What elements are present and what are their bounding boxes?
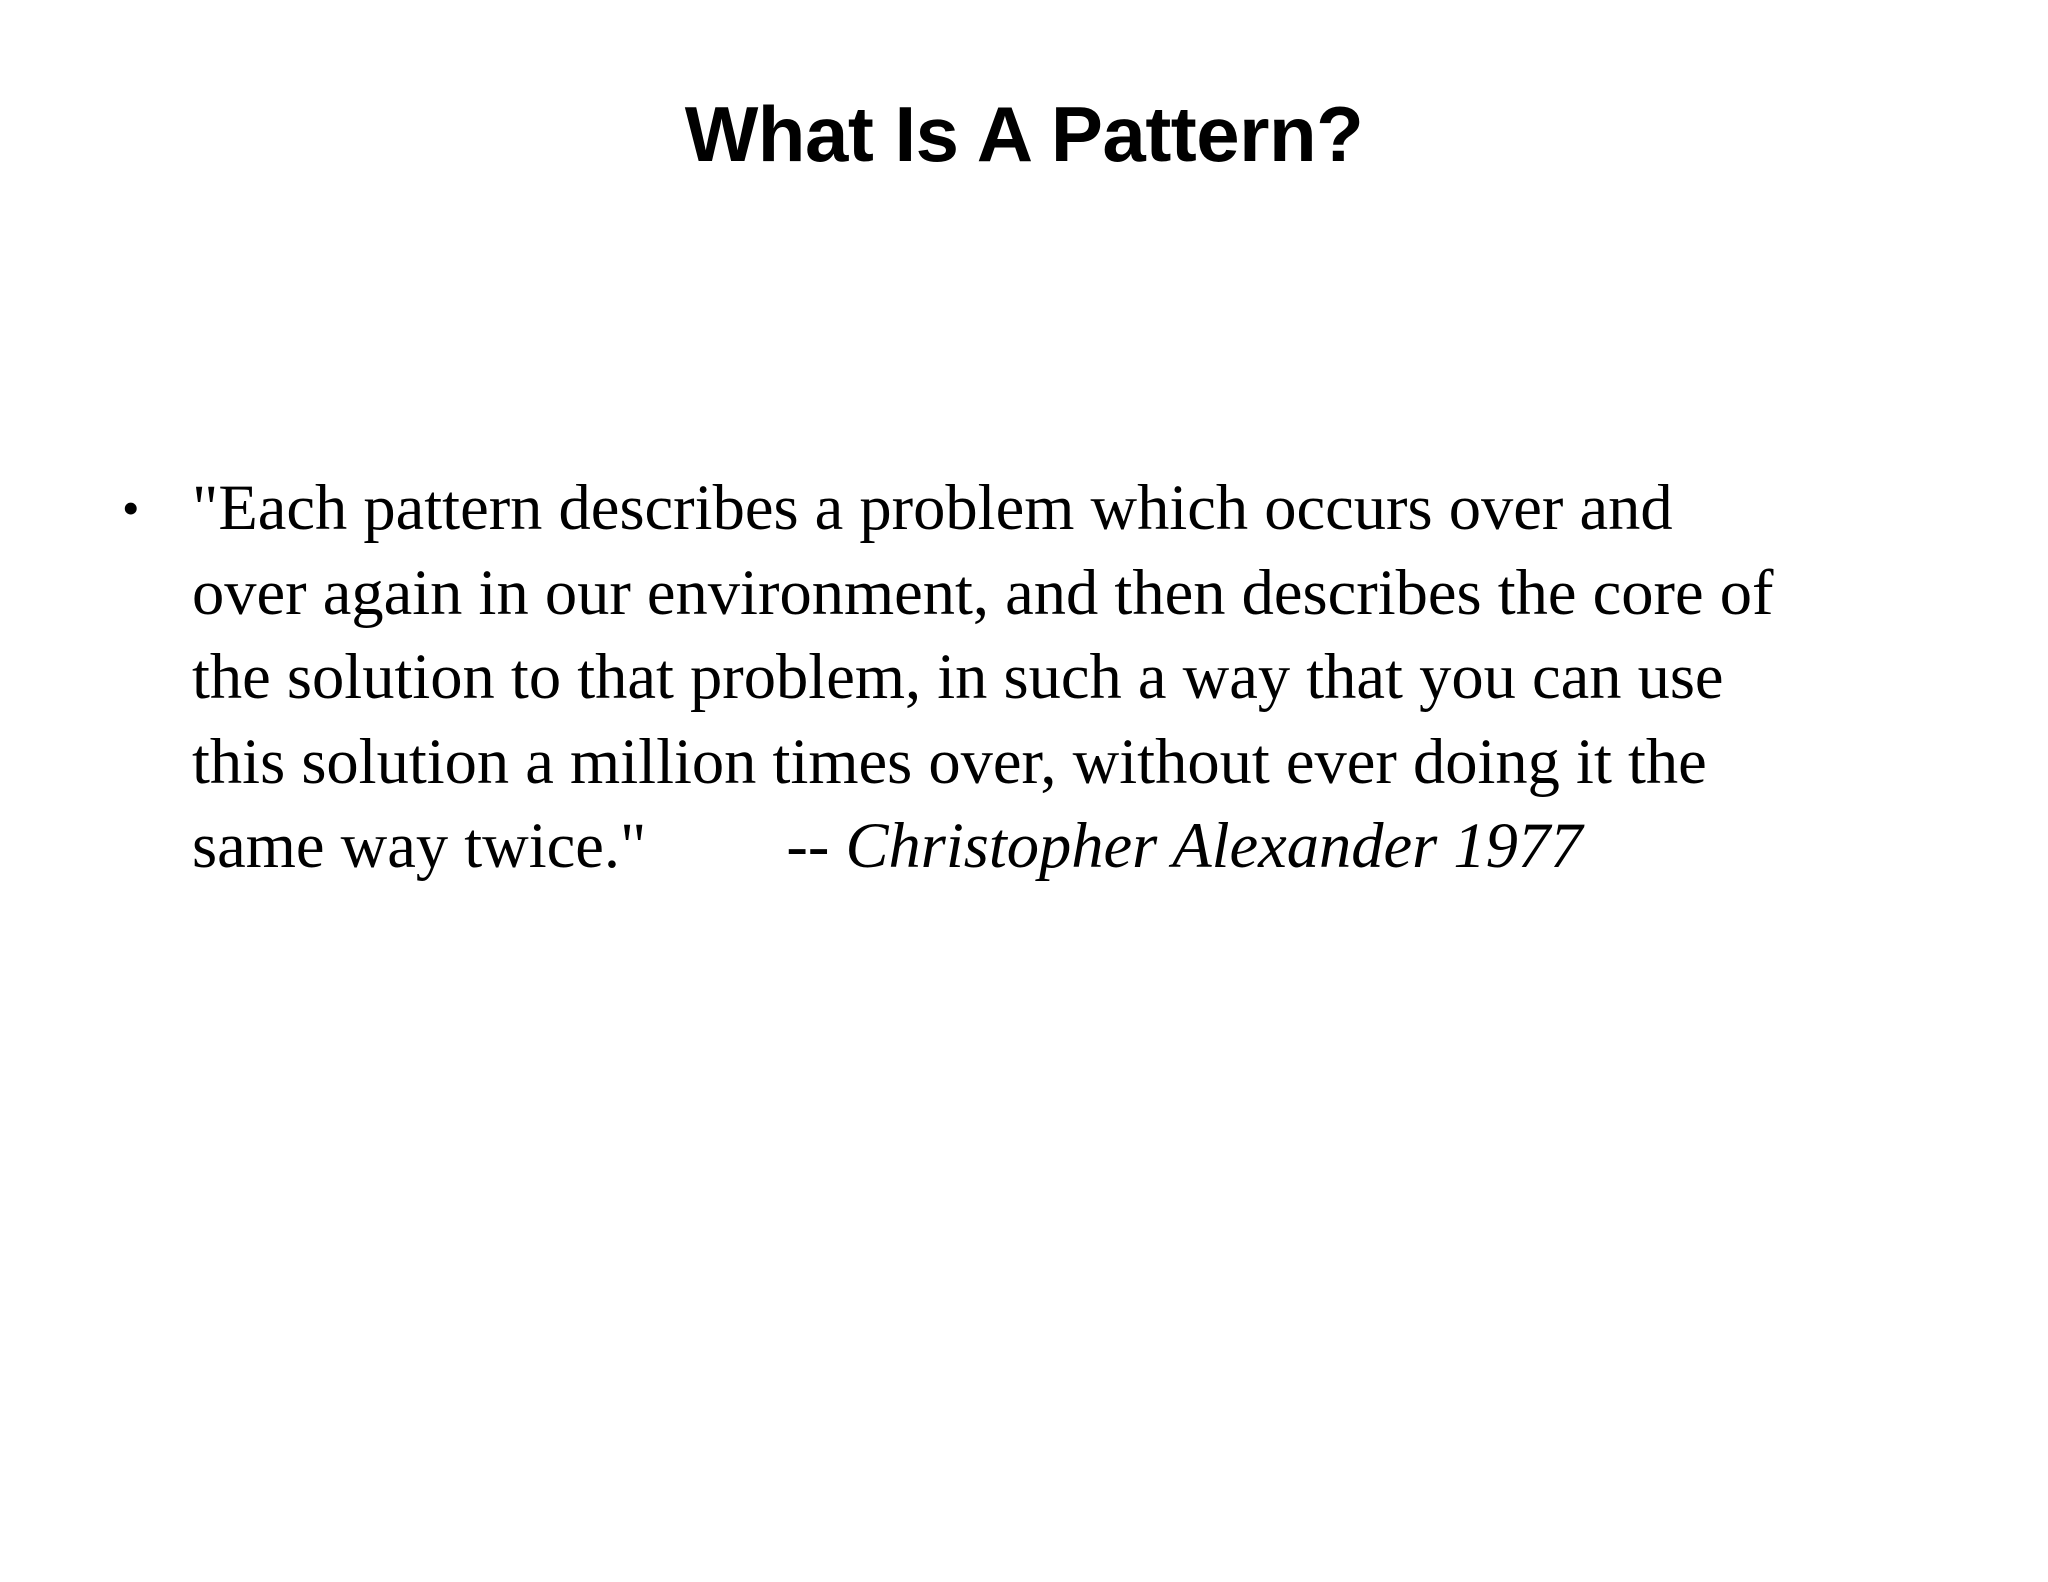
attribution-dash: --	[786, 810, 846, 881]
bullet-item	[120, 466, 1940, 889]
slide-title: What Is A Pattern?	[684, 90, 1364, 178]
quote-attribution: Christopher Alexander 1977	[845, 810, 1583, 881]
bullet-list	[120, 466, 1940, 889]
quote-text: "Each pattern describes a problem which occurs over and over again in our environment, and then describes the core of the solution to that problem, in such a way that you can use this solution a million times over, without ever doing it the same way twice."	[192, 472, 1774, 881]
bullet-dot-icon: •	[122, 480, 140, 536]
